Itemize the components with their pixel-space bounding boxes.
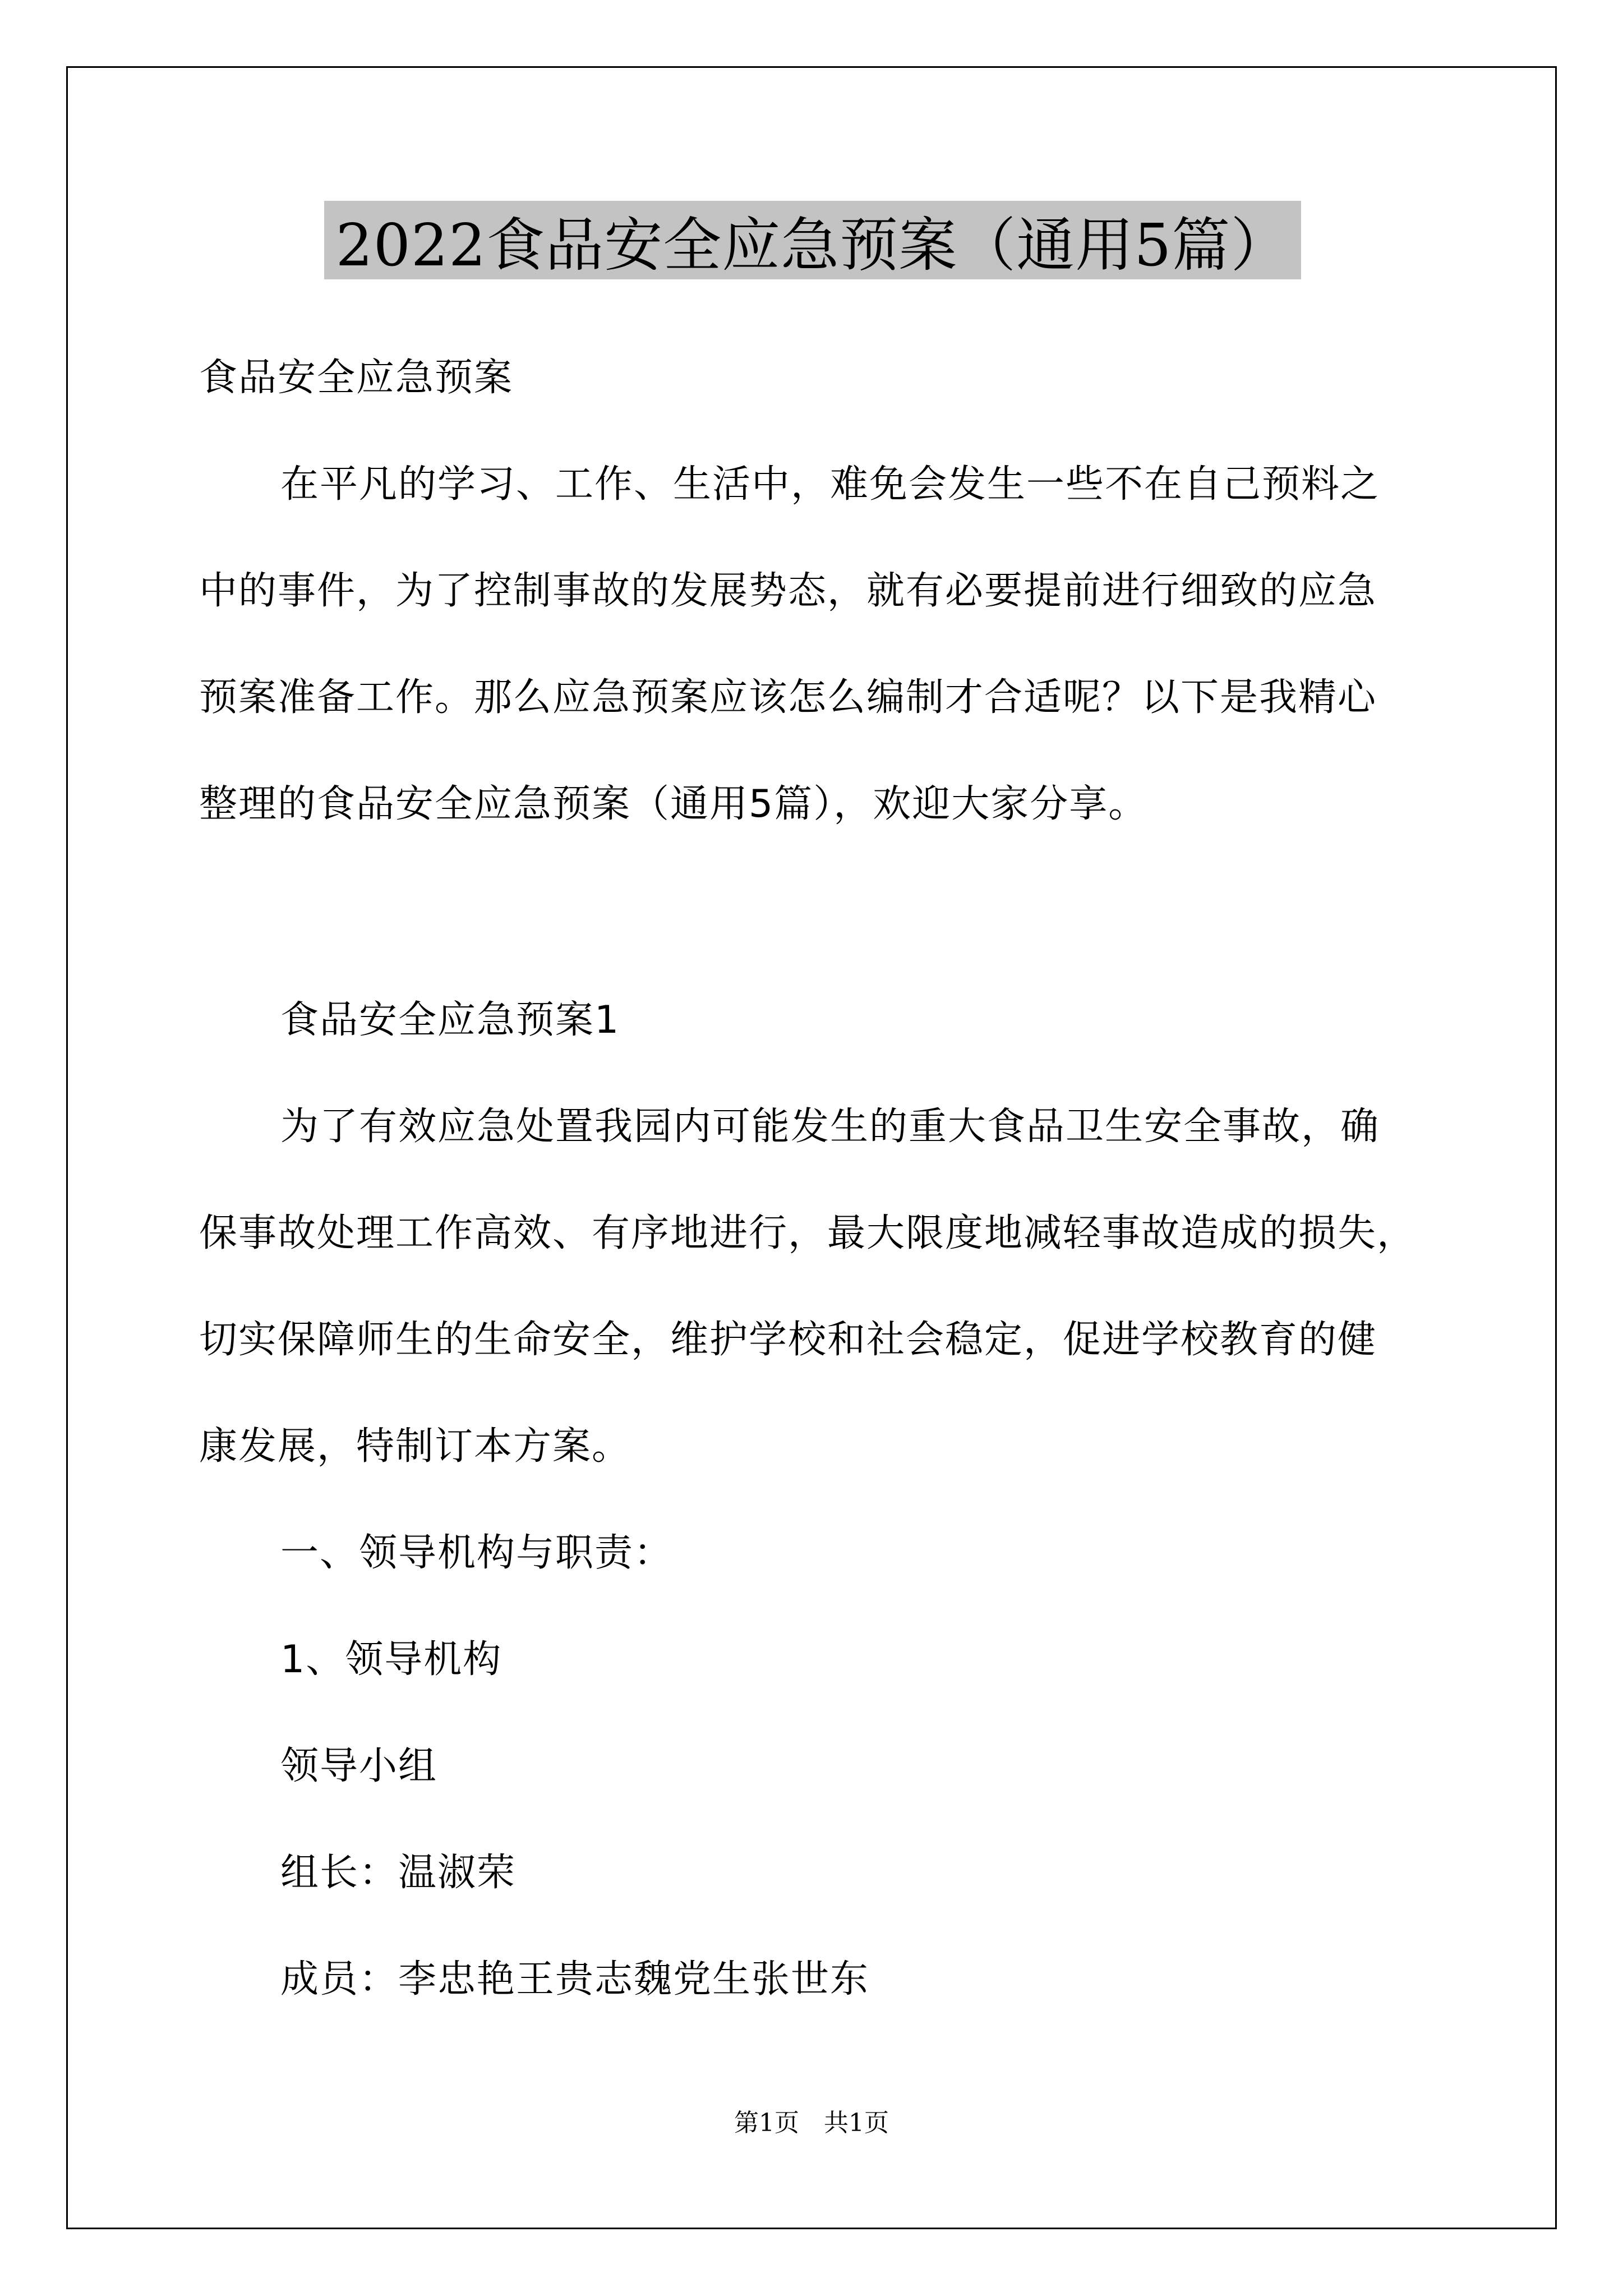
paragraph-line: 预案准备工作。那么应急预案应该怎么编制才合适呢？以下是我精心 [199,675,1377,720]
paragraph-line: 成员：李忠艳王贵志魏党生张世东 [280,1957,870,2001]
paragraph-line: 整理的食品安全应急预案（通用5篇），欢迎大家分享。 [199,782,1148,826]
paragraph-line: 康发展，特制订本方案。 [199,1424,631,1469]
document-title: 2022食品安全应急预案（通用5篇） [324,201,1301,279]
paragraph-line: 切实保障师生的生命安全，维护学校和社会稳定，促进学校教育的健 [199,1318,1377,1362]
paragraph-line: 领导小组 [280,1744,438,1788]
section-heading: 食品安全应急预案1 [280,998,620,1042]
paragraph-line: 为了有效应急处置我园内可能发生的重大食品卫生安全事故，确 [280,1105,1380,1149]
paragraph-line: 中的事件，为了控制事故的发展势态，就有必要提前进行细致的应急 [199,569,1377,613]
subheading: 1、领导机构 [280,1637,502,1682]
section-label: 食品安全应急预案 [199,356,514,400]
paragraph-line: 组长：温淑荣 [280,1851,517,1895]
subheading: 一、领导机构与职责： [280,1531,674,1575]
page-footer: 第1页 共1页 [734,2109,889,2137]
paragraph-line: 在平凡的学习、工作、生活中，难免会发生一些不在自己预料之 [280,462,1380,507]
paragraph-line: 保事故处理工作高效、有序地进行，最大限度地减轻事故造成的损失， [199,1211,1417,1255]
